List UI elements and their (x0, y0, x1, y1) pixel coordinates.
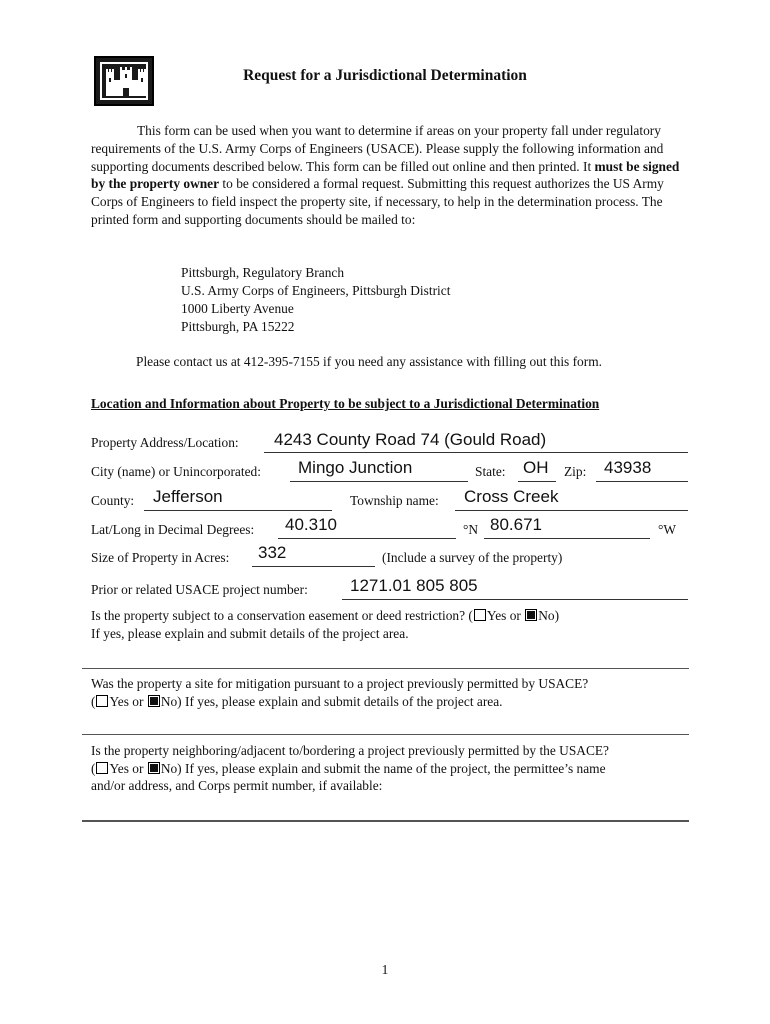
longitude-field[interactable]: 80.671 (490, 515, 542, 534)
q1-no-label: No) (538, 608, 560, 623)
q1-no-checkbox[interactable] (525, 609, 537, 621)
question-adjacent (91, 742, 691, 795)
zip-field[interactable]: 43938 (604, 458, 652, 477)
divider-3 (82, 820, 689, 822)
q1-follow-text: If yes, please explain and submit details of the project area. (91, 625, 409, 641)
latitude-underline (278, 538, 456, 539)
zip-underline (596, 481, 688, 482)
address-line-3: 1000 Liberty Avenue (181, 301, 294, 316)
size-underline (252, 566, 375, 567)
size-label: Size of Property in Acres: (91, 550, 230, 565)
project-number-underline (342, 599, 688, 600)
q2-yes-checkbox[interactable] (96, 695, 108, 707)
zip-label: Zip: (564, 464, 587, 479)
latitude-field[interactable]: 40.310 (285, 515, 337, 534)
township-field[interactable]: Cross Creek (464, 487, 559, 506)
q2-text: Was the property a site for mitigation pursuant to a project previously permitted by USACE? (91, 676, 589, 691)
q1-yes-checkbox[interactable] (474, 609, 486, 621)
county-label: County: (91, 493, 135, 508)
longitude-underline (484, 538, 650, 539)
q3-yes-checkbox[interactable] (96, 762, 108, 774)
township-label: Township name: (350, 493, 439, 508)
intro-text-b: to be considered a formal request. Submitting this request authorizes the US Army Corps of Engineers to field inspect the property site, if necessary, to help in the determination process. The printed form and supporting documents should be mailed to: (91, 176, 664, 227)
state-label: State: (475, 464, 506, 479)
q1-text: Is the property subject to a conservation easement or deed restriction? ( (91, 608, 473, 623)
address-line-1: Pittsburgh, Regulatory Branch (181, 265, 345, 280)
latitude-unit: °N (463, 522, 479, 537)
q3-no-label: No) If yes, please explain and submit the name of the project, the permittee’s name (160, 760, 606, 776)
project-number-field[interactable]: 1271.01 805 805 (350, 576, 478, 595)
q2-no-label: No) If yes, please explain and submit details of the project area. (160, 693, 503, 709)
q2-yes-label: Yes or (109, 693, 147, 709)
county-field[interactable]: Jefferson (153, 487, 223, 506)
q3-no-checkbox[interactable] (148, 762, 160, 774)
city-label: City (name) or Unincorporated: (91, 464, 261, 479)
address-underline (264, 452, 688, 453)
project-number-label: Prior or related USACE project number: (91, 582, 308, 597)
address-line-2: U.S. Army Corps of Engineers, Pittsburgh District (181, 283, 451, 298)
city-underline (290, 481, 468, 482)
q3-text: Is the property neighboring/adjacent to/bordering a project previously permitted by the USACE? (91, 743, 610, 758)
state-field[interactable]: OH (523, 458, 549, 477)
longitude-unit: °W (658, 522, 676, 537)
city-field[interactable]: Mingo Junction (298, 458, 413, 477)
address-label: Property Address/Location: (91, 435, 239, 450)
contact-text: Please contact us at 412-395-7155 if you need any assistance with filling out this form. (136, 354, 602, 369)
township-underline (455, 510, 688, 511)
section-heading: Location and Information about Property to be subject to a Jurisdictional Determination (91, 396, 600, 411)
page-title: Request for a Jurisdictional Determination (243, 67, 527, 84)
q3-open: ( (91, 760, 96, 776)
question-mitigation (91, 675, 691, 710)
size-field[interactable]: 332 (258, 543, 287, 562)
intro-text-a: This form can be used when you want to determine if areas on your property fall under regulatory requirements of the U.S. Army Corps of Engineers (USACE). Please supply the following information and supporting documents described below. This form can be filled out online and then printed. It (91, 123, 664, 174)
q3-follow-text: and/or address, and Corps permit number, if available: (91, 778, 383, 793)
county-underline (144, 510, 332, 511)
q2-no-checkbox[interactable] (148, 695, 160, 707)
q2-open: ( (91, 693, 96, 709)
q1-yes-label: Yes or (486, 608, 525, 623)
page-number: 1 (381, 962, 389, 977)
intro-text-bold: must be signed by the property owner (91, 158, 680, 192)
address-line-4: Pittsburgh, PA 15222 (181, 319, 295, 334)
address-field[interactable]: 4243 County Road 74 (Gould Road) (274, 430, 547, 449)
question-easement (91, 607, 691, 642)
intro-paragraph (91, 122, 681, 229)
divider-2 (82, 734, 689, 735)
q3-yes-label: Yes or (109, 760, 147, 776)
mailing-address (181, 264, 450, 336)
state-underline (518, 481, 556, 482)
size-note: (Include a survey of the property) (382, 550, 563, 565)
latlong-label: Lat/Long in Decimal Degrees: (91, 522, 255, 537)
divider-1 (82, 668, 689, 669)
